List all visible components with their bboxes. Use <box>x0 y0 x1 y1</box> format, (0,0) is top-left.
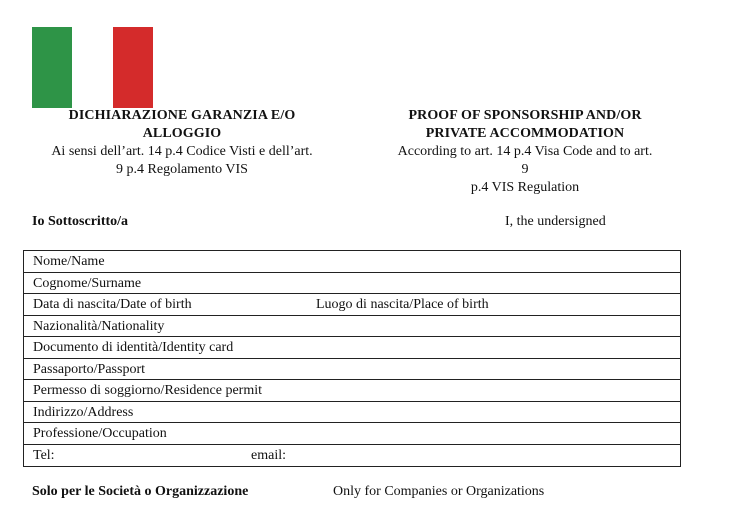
tel-label: Tel: <box>33 447 55 463</box>
residence-permit-field[interactable] <box>24 380 680 402</box>
occupation-label: Professione/Occupation <box>33 426 167 441</box>
residence-permit-label: Permesso di soggiorno/Residence permit <box>33 383 263 398</box>
italian-flag <box>32 27 153 108</box>
italian-heading-block <box>24 107 340 179</box>
sponsor-details-form <box>23 250 681 467</box>
undersigned-label-it: Io Sottoscritto/a <box>32 214 129 229</box>
name-label: Nome/Name <box>33 254 105 269</box>
passport-label: Passaporto/Passport <box>33 361 145 377</box>
english-title-line1: PROOF OF SPONSORSHIP AND/OR <box>408 108 642 123</box>
english-subtitle-line3: p.4 VIS Regulation <box>470 180 580 195</box>
english-subtitle-line2: 9 <box>521 162 529 177</box>
nationality-field[interactable] <box>24 316 680 338</box>
address-label: Indirizzo/Address <box>33 404 134 420</box>
occupation-field[interactable] <box>24 423 680 445</box>
email-label: email: <box>251 447 286 463</box>
passport-field[interactable] <box>24 359 680 381</box>
address-field[interactable] <box>24 402 680 424</box>
italian-title-line2: ALLOGGIO <box>142 126 222 141</box>
flag-green-band <box>32 27 72 108</box>
date-of-birth-label: Data di nascita/Date of birth <box>33 297 192 312</box>
flag-white-band <box>72 27 112 108</box>
italian-subtitle-line2: 9 p.4 Regolamento VIS <box>116 162 248 177</box>
english-heading-block <box>365 107 685 197</box>
surname-label: Cognome/Surname <box>33 275 142 291</box>
english-title-line2: PRIVATE ACCOMMODATION <box>425 126 625 141</box>
identity-card-field[interactable] <box>24 337 680 359</box>
contact-field[interactable] <box>24 445 680 467</box>
flag-red-band <box>113 27 153 108</box>
companies-label-it: Solo per le Società o Organizzazione <box>32 484 249 499</box>
italian-subtitle-line1: Ai sensi dell’art. 14 p.4 Codice Visti e dell’art. <box>51 144 313 159</box>
birth-field[interactable] <box>24 294 680 316</box>
italian-title-line1: DICHIARAZIONE GARANZIA E/O <box>68 108 296 123</box>
name-field[interactable] <box>24 251 680 273</box>
identity-card-label: Documento di identità/Identity card <box>33 340 234 355</box>
undersigned-label-en: I, the undersigned <box>505 214 606 229</box>
english-subtitle-line1: According to art. 14 p.4 Visa Code and to art. <box>397 144 653 159</box>
place-of-birth-label: Luogo di nascita/Place of birth <box>316 297 489 312</box>
companies-label-en: Only for Companies or Organizations <box>333 484 545 499</box>
surname-field[interactable] <box>24 273 680 295</box>
nationality-label: Nazionalità/Nationality <box>33 318 165 334</box>
